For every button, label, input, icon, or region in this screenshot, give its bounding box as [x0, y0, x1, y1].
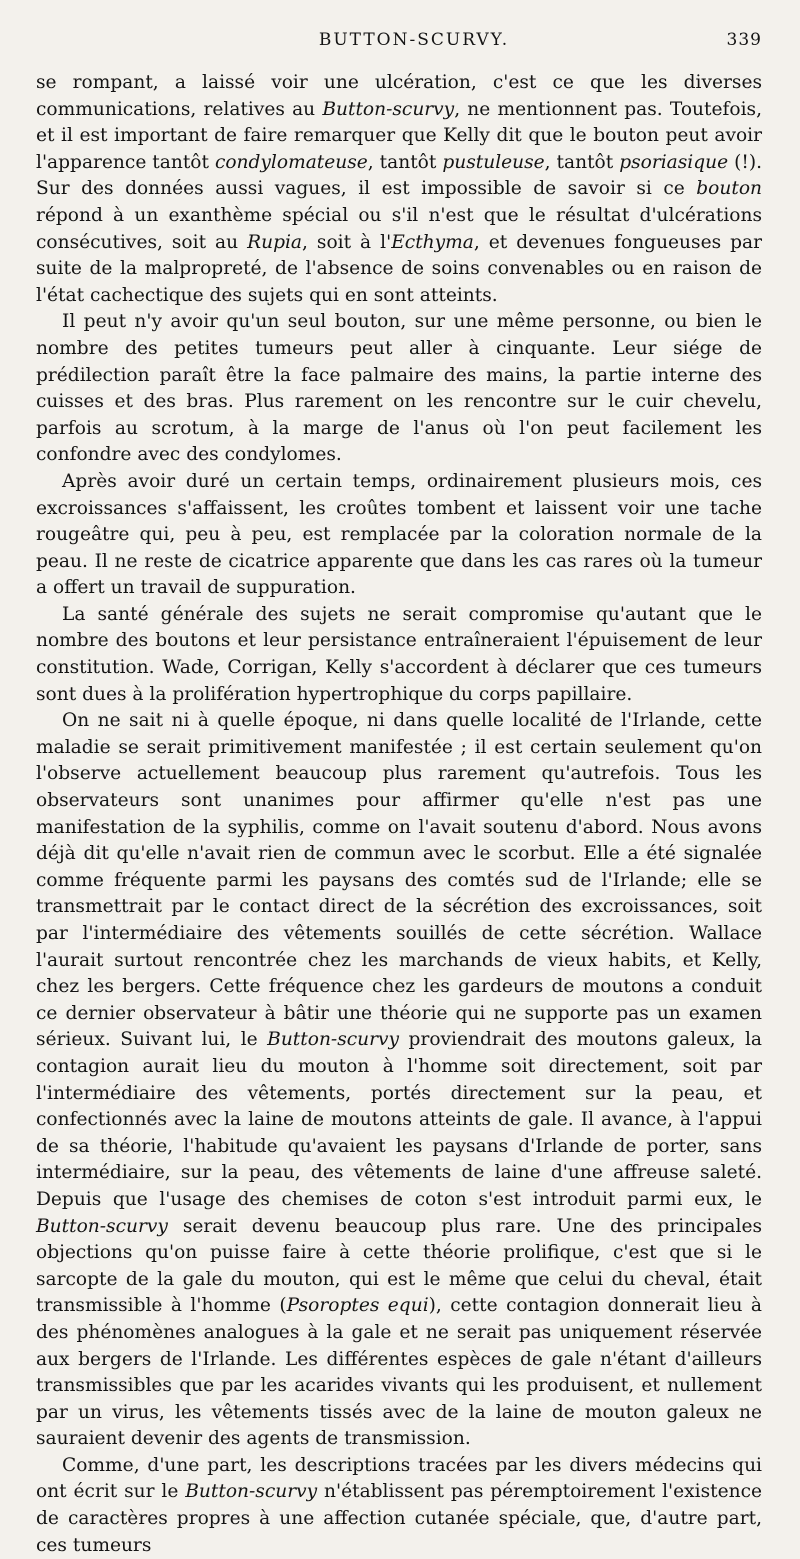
running-title: BUTTON-SCURVY.: [318, 30, 510, 50]
italic-text: pustuleuse: [442, 151, 545, 173]
italic-text: psoriasique: [619, 151, 729, 173]
text-run: Après avoir duré un certain temps, ordinairement plusieurs mois, ces excroissances s'affaissent, les croûtes tombent et laissent voir une tache rougeâtre qui, peu à peu, est remplacée par la coloration normale de la peau. Il ne reste de cicatrice apparente que dans les cas rares où la tumeur a offert un travail de suppuration.: [36, 470, 762, 599]
text-run: Comme, d'une part, les descriptions tracées par les divers médecins qui ont écrit sur le: [36, 1454, 762, 1503]
italic-text: condylomateuse: [214, 151, 368, 173]
text-run: , tantôt: [544, 151, 620, 173]
paragraph: [36, 309, 762, 469]
paragraph: [36, 469, 762, 602]
paragraph: [36, 1453, 762, 1559]
paragraph: [36, 708, 762, 1453]
text-run: La santé générale des sujets ne serait compromise qu'autant que le nombre des boutons et leur persistance entraîneraient l'épuisement de leur constitution. Wade, Corrigan, Kelly s'accordent à déclarer que ces tumeurs sont dues à la prolifération hypertrophique du corps papillaire.: [36, 603, 762, 705]
italic-text: Psoroptes equi: [286, 1295, 429, 1317]
italic-text: bouton: [696, 178, 762, 200]
italic-text: Button-scurvy: [36, 1215, 168, 1237]
running-header: [36, 30, 762, 58]
paragraph: [36, 602, 762, 708]
body-text: [36, 70, 762, 1559]
text-run: serait devenu beaucoup plus rare. Une des principales objections qu'on puisse faire à cette théorie prolifique, c'est que si le sarcopte de la gale du mouton, qui est le même que celui du cheval, était transmissible à l'homme (: [36, 1215, 762, 1317]
text-run: (!). Sur des données aussi vagues, il est impossible de savoir si ce: [36, 151, 763, 200]
italic-text: Ecthyma: [391, 231, 474, 253]
text-run: répond à un exanthème spécial ou s'il n'est que le résultat d'ulcérations consécutives, soit au: [36, 204, 762, 253]
text-run: On ne sait ni à quelle époque, ni dans quelle localité de l'Irlande, cette maladie se serait primitivement manifestée ; il est certain seulement qu'on l'observe actuellement beaucoup plus rarement qu'autrefois. Tous les observateurs sont unanimes pour affirmer qu'elle n'est pas une manifestation de la syphilis, comme on l'avait soutenu d'abord. Nous avons déjà dit qu'elle n'avait rien de commun avec le scorbut. Elle a été signalée comme fréquente parmi les paysans des comtés sud de l'Irlande; elle se transmettrait par le contact direct de la sécrétion des excroissances, soit par l'intermédiaire des vêtements souillés de cette sécrétion. Wallace l'aurait surtout rencontrée chez les marchands de vieux habits, et Kelly, chez les bergers. Cette fréquence chez les gardeurs de moutons a conduit ce dernier observateur à bâtir une théorie qui ne supporte pas un examen sérieux. Suivant lui, le: [36, 710, 762, 1051]
text-run: n'établissent pas péremptoirement l'existence de caractères propres à une affection cutanée spéciale, que, d'autre part, ces tumeurs: [36, 1481, 762, 1556]
italic-text: Rupia: [247, 231, 303, 253]
italic-text: Button-scurvy: [322, 98, 455, 120]
paragraph: [36, 70, 762, 309]
text-run: ), cette contagion donnerait lieu à des phénomènes analogues à la gale et ne serait pas uniquement réservée aux bergers de l'Irlande. Les différentes espèces de gale n'étant d'ailleurs transmissibles que par les acarides vivants qui les produisent, et nullement par un virus, les vêtements tissés avec de la laine de mouton galeux ne sauraient devenir des agents de transmission.: [36, 1295, 762, 1450]
text-run: , soit à l': [302, 231, 392, 253]
text-run: Il peut n'y avoir qu'un seul bouton, sur une même personne, ou bien le nombre des petites tumeurs peut aller à cinquante. Leur siége de prédilection paraît être la face palmaire des mains, la partie interne des cuisses et des bras. Plus rarement on les rencontre sur le cuir chevelu, parfois au scrotum, à la marge de l'anus où l'on peut facilement les confondre avec des condylomes.: [36, 311, 762, 466]
italic-text: Button-scurvy: [185, 1481, 318, 1503]
text-run: , ne mentionnent pas. Toutefois, et il est important de faire remarquer que Kelly dit que le bouton peut avoir l'apparence tantôt: [36, 98, 762, 173]
text-run: , et devenues fongueuses par suite de la malpropreté, de l'absence de soins convenables ou en raison de l'état cachectique des sujets qui en sont atteints.: [36, 231, 762, 306]
text-run: se rompant, a laissé voir une ulcération, c'est ce que les diverses communications, relatives au: [36, 72, 762, 120]
italic-text: Button-scurvy: [267, 1029, 400, 1051]
text-run: proviendrait des moutons galeux, la contagion aurait lieu du mouton à l'homme soit directement, soit par l'intermédiaire des vêtements, portés directement sur la peau, et confectionnés avec la laine de moutons atteints de gale. Il avance, à l'appui de sa théorie, l'habitude qu'avaient les paysans d'Irlande de porter, sans intermédiaire, sur la peau, des vêtements de laine d'une affreuse saleté. Depuis que l'usage des chemises de coton s'est introduit parmi eux, le: [36, 1029, 763, 1210]
page-number: 339: [726, 30, 762, 50]
text-run: , tantôt: [367, 151, 443, 173]
